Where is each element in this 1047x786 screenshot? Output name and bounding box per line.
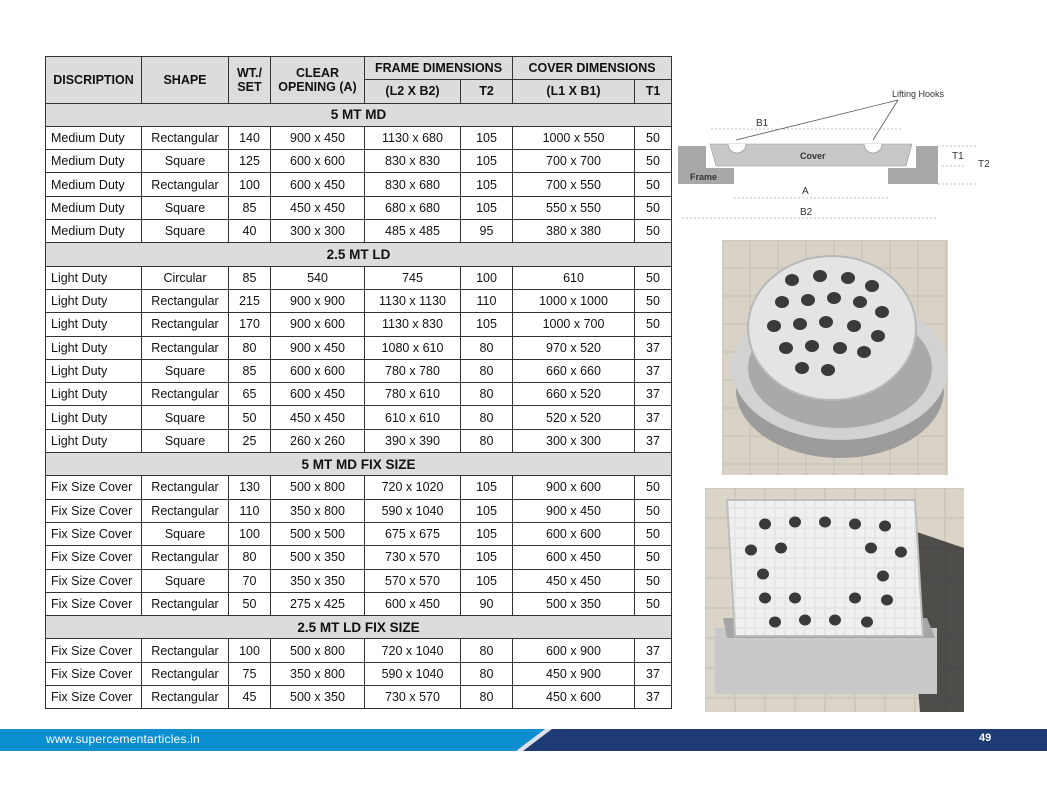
section-header-row (46, 453, 672, 476)
cell-shape: Rectangular (142, 383, 229, 406)
cell-frame-size: 600 x 450 (365, 592, 461, 615)
cell-clear-opening: 500 x 350 (271, 686, 365, 709)
cell-t2: 90 (461, 592, 513, 615)
cell-t1: 50 (635, 569, 672, 592)
cell-shape: Square (142, 150, 229, 173)
header-wt-set: WT./ SET (229, 57, 271, 104)
cell-description: Fix Size Cover (46, 546, 142, 569)
cell-weight: 75 (229, 662, 271, 685)
diagram-label-cover: Cover (800, 151, 826, 161)
cell-t1: 50 (635, 522, 672, 545)
cell-clear-opening: 600 x 450 (271, 173, 365, 196)
cell-weight: 100 (229, 522, 271, 545)
table-row (46, 499, 672, 522)
cell-frame-size: 1130 x 680 (365, 126, 461, 149)
cell-shape: Square (142, 429, 229, 452)
table-row (46, 220, 672, 243)
cell-description: Light Duty (46, 383, 142, 406)
cell-frame-size: 730 x 570 (365, 686, 461, 709)
cell-cover-size: 600 x 900 (513, 639, 635, 662)
footer-website-url[interactable]: www.supercementarticles.in (46, 732, 200, 746)
table-row (46, 359, 672, 382)
cell-shape: Rectangular (142, 289, 229, 312)
cell-cover-size: 550 x 550 (513, 196, 635, 219)
cell-clear-opening: 900 x 600 (271, 313, 365, 336)
cell-t1: 50 (635, 150, 672, 173)
cell-description: Fix Size Cover (46, 639, 142, 662)
cell-t1: 37 (635, 359, 672, 382)
section-title: 5 MT MD (46, 103, 672, 126)
table-row (46, 173, 672, 196)
section-title: 5 MT MD FIX SIZE (46, 453, 672, 476)
cell-shape: Rectangular (142, 686, 229, 709)
cell-shape: Rectangular (142, 476, 229, 499)
diagram-label-frame: Frame (690, 172, 718, 182)
cell-t1: 37 (635, 662, 672, 685)
cell-frame-size: 720 x 1040 (365, 639, 461, 662)
cell-t2: 80 (461, 686, 513, 709)
cell-description: Light Duty (46, 429, 142, 452)
table-row (46, 126, 672, 149)
header-discription: DISCRIPTION (46, 57, 142, 104)
diagram-label-b2: B2 (800, 207, 813, 218)
cell-t1: 37 (635, 336, 672, 359)
cell-cover-size: 380 x 380 (513, 220, 635, 243)
cell-cover-size: 970 x 520 (513, 336, 635, 359)
cell-description: Fix Size Cover (46, 522, 142, 545)
cell-weight: 170 (229, 313, 271, 336)
cell-t2: 80 (461, 359, 513, 382)
header-t1: T1 (635, 80, 672, 103)
cell-clear-opening: 300 x 300 (271, 220, 365, 243)
cell-cover-size: 700 x 550 (513, 173, 635, 196)
cell-clear-opening: 600 x 600 (271, 359, 365, 382)
cell-clear-opening: 540 (271, 266, 365, 289)
cell-cover-size: 600 x 600 (513, 522, 635, 545)
round-manhole-cover-photo (722, 240, 948, 475)
table-row (46, 150, 672, 173)
table-row (46, 196, 672, 219)
cell-weight: 215 (229, 289, 271, 312)
cell-description: Medium Duty (46, 220, 142, 243)
cell-description: Medium Duty (46, 196, 142, 219)
cell-cover-size: 660 x 660 (513, 359, 635, 382)
cell-description: Light Duty (46, 289, 142, 312)
cell-t1: 50 (635, 266, 672, 289)
cell-t1: 37 (635, 429, 672, 452)
cell-frame-size: 390 x 390 (365, 429, 461, 452)
cell-shape: Square (142, 359, 229, 382)
cell-clear-opening: 450 x 450 (271, 196, 365, 219)
cell-cover-size: 600 x 450 (513, 546, 635, 569)
cell-t1: 50 (635, 546, 672, 569)
cell-description: Light Duty (46, 336, 142, 359)
cell-clear-opening: 450 x 450 (271, 406, 365, 429)
cell-t2: 100 (461, 266, 513, 289)
cell-cover-size: 1000 x 550 (513, 126, 635, 149)
cell-description: Fix Size Cover (46, 662, 142, 685)
cell-frame-size: 780 x 610 (365, 383, 461, 406)
table-row (46, 662, 672, 685)
table-body (46, 103, 672, 709)
section-header-row (46, 103, 672, 126)
header-frame-dimensions: FRAME DIMENSIONS (365, 57, 513, 80)
cell-description: Light Duty (46, 406, 142, 429)
cell-frame-size: 830 x 680 (365, 173, 461, 196)
cell-weight: 85 (229, 266, 271, 289)
cell-shape: Rectangular (142, 592, 229, 615)
cell-cover-size: 500 x 350 (513, 592, 635, 615)
diagram-label-t1: T1 (952, 151, 964, 162)
cell-weight: 85 (229, 196, 271, 219)
table-row (46, 522, 672, 545)
cell-weight: 110 (229, 499, 271, 522)
cell-clear-opening: 900 x 900 (271, 289, 365, 312)
lifting-hook-pointer (873, 100, 898, 140)
cell-cover-size: 450 x 600 (513, 686, 635, 709)
cell-t2: 80 (461, 383, 513, 406)
table-row (46, 569, 672, 592)
cell-description: Fix Size Cover (46, 686, 142, 709)
table-row (46, 429, 672, 452)
section-title: 2.5 MT LD FIX SIZE (46, 616, 672, 639)
section-header-row (46, 616, 672, 639)
cell-description: Medium Duty (46, 173, 142, 196)
cell-weight: 130 (229, 476, 271, 499)
cell-cover-size: 900 x 450 (513, 499, 635, 522)
cell-weight: 25 (229, 429, 271, 452)
cell-weight: 50 (229, 406, 271, 429)
cell-cover-size: 450 x 450 (513, 569, 635, 592)
cell-clear-opening: 500 x 800 (271, 639, 365, 662)
cell-description: Light Duty (46, 313, 142, 336)
cell-description: Medium Duty (46, 126, 142, 149)
cell-t1: 50 (635, 476, 672, 499)
cell-frame-size: 780 x 780 (365, 359, 461, 382)
cell-weight: 100 (229, 173, 271, 196)
table-row (46, 592, 672, 615)
cell-t1: 50 (635, 592, 672, 615)
cell-cover-size: 300 x 300 (513, 429, 635, 452)
cell-frame-size: 570 x 570 (365, 569, 461, 592)
cell-description: Fix Size Cover (46, 592, 142, 615)
cell-description: Fix Size Cover (46, 569, 142, 592)
table-row (46, 476, 672, 499)
cell-shape: Rectangular (142, 546, 229, 569)
cell-t2: 105 (461, 476, 513, 499)
cell-frame-size: 1130 x 830 (365, 313, 461, 336)
cell-t1: 50 (635, 196, 672, 219)
square-manhole-cover-photo (705, 488, 964, 712)
diagram-label-a: A (802, 186, 809, 197)
cell-description: Light Duty (46, 359, 142, 382)
cell-clear-opening: 600 x 600 (271, 150, 365, 173)
cell-t2: 105 (461, 126, 513, 149)
cell-shape: Square (142, 406, 229, 429)
cell-shape: Rectangular (142, 336, 229, 359)
cell-cover-size: 450 x 900 (513, 662, 635, 685)
cell-t2: 105 (461, 499, 513, 522)
cell-t1: 37 (635, 639, 672, 662)
cell-clear-opening: 260 x 260 (271, 429, 365, 452)
cell-weight: 65 (229, 383, 271, 406)
diagram-label-lifting-hooks: Lifting Hooks (892, 89, 945, 99)
cell-t1: 50 (635, 126, 672, 149)
cell-frame-size: 610 x 610 (365, 406, 461, 429)
cell-frame-size: 590 x 1040 (365, 499, 461, 522)
cell-description: Light Duty (46, 266, 142, 289)
specification-table (45, 56, 672, 709)
cell-cover-size: 660 x 520 (513, 383, 635, 406)
table-row (46, 266, 672, 289)
cell-description: Fix Size Cover (46, 499, 142, 522)
table-row (46, 406, 672, 429)
cell-shape: Square (142, 220, 229, 243)
cell-weight: 50 (229, 592, 271, 615)
cell-t2: 110 (461, 289, 513, 312)
cell-clear-opening: 350 x 350 (271, 569, 365, 592)
cell-weight: 70 (229, 569, 271, 592)
cell-frame-size: 745 (365, 266, 461, 289)
cell-frame-size: 720 x 1020 (365, 476, 461, 499)
cell-shape: Rectangular (142, 499, 229, 522)
cell-frame-size: 830 x 830 (365, 150, 461, 173)
cell-description: Fix Size Cover (46, 476, 142, 499)
header-t2: T2 (461, 80, 513, 103)
cell-shape: Rectangular (142, 173, 229, 196)
cell-cover-size: 900 x 600 (513, 476, 635, 499)
cell-t2: 80 (461, 662, 513, 685)
cell-frame-size: 730 x 570 (365, 546, 461, 569)
cell-cover-size: 700 x 700 (513, 150, 635, 173)
cell-shape: Circular (142, 266, 229, 289)
header-shape: SHAPE (142, 57, 229, 104)
section-title: 2.5 MT LD (46, 243, 672, 266)
cell-t2: 95 (461, 220, 513, 243)
cell-description: Medium Duty (46, 150, 142, 173)
cell-t2: 105 (461, 569, 513, 592)
page-number: 49 (979, 732, 992, 744)
cell-shape: Rectangular (142, 126, 229, 149)
table-row (46, 336, 672, 359)
table-row (46, 686, 672, 709)
diagram-label-t2: T2 (978, 159, 990, 170)
cell-shape: Rectangular (142, 662, 229, 685)
cell-clear-opening: 900 x 450 (271, 126, 365, 149)
cell-frame-size: 1130 x 1130 (365, 289, 461, 312)
cell-frame-size: 485 x 485 (365, 220, 461, 243)
cell-cover-size: 1000 x 700 (513, 313, 635, 336)
cell-clear-opening: 500 x 500 (271, 522, 365, 545)
cell-t2: 105 (461, 313, 513, 336)
cell-t2: 105 (461, 546, 513, 569)
cell-clear-opening: 500 x 350 (271, 546, 365, 569)
header-frame-size: (L2 X B2) (365, 80, 461, 103)
table-row (46, 289, 672, 312)
cell-shape: Square (142, 522, 229, 545)
cell-frame-size: 680 x 680 (365, 196, 461, 219)
cell-t1: 50 (635, 289, 672, 312)
cell-cover-size: 1000 x 1000 (513, 289, 635, 312)
cell-t1: 37 (635, 383, 672, 406)
cell-clear-opening: 900 x 450 (271, 336, 365, 359)
cell-t2: 80 (461, 639, 513, 662)
cell-weight: 80 (229, 336, 271, 359)
cell-clear-opening: 500 x 800 (271, 476, 365, 499)
table-row (46, 313, 672, 336)
cell-t1: 50 (635, 313, 672, 336)
cell-shape: Rectangular (142, 639, 229, 662)
table-row (46, 383, 672, 406)
cell-weight: 140 (229, 126, 271, 149)
cell-t2: 105 (461, 522, 513, 545)
cell-shape: Square (142, 569, 229, 592)
cell-t1: 37 (635, 406, 672, 429)
cell-clear-opening: 600 x 450 (271, 383, 365, 406)
cell-clear-opening: 350 x 800 (271, 499, 365, 522)
cell-t1: 50 (635, 220, 672, 243)
cell-weight: 80 (229, 546, 271, 569)
header-cover-size: (L1 X B1) (513, 80, 635, 103)
cell-weight: 125 (229, 150, 271, 173)
cell-frame-size: 1080 x 610 (365, 336, 461, 359)
cell-shape: Square (142, 196, 229, 219)
table-row (46, 639, 672, 662)
header-clear-opening: CLEAR OPENING (A) (271, 57, 365, 104)
header-cover-dimensions: COVER DIMENSIONS (513, 57, 672, 80)
cell-weight: 40 (229, 220, 271, 243)
cell-t2: 80 (461, 336, 513, 359)
cell-cover-size: 520 x 520 (513, 406, 635, 429)
cell-t1: 50 (635, 499, 672, 522)
cell-clear-opening: 275 x 425 (271, 592, 365, 615)
cell-weight: 85 (229, 359, 271, 382)
cell-cover-size: 610 (513, 266, 635, 289)
cell-frame-size: 590 x 1040 (365, 662, 461, 685)
cell-t1: 50 (635, 173, 672, 196)
cell-t2: 80 (461, 406, 513, 429)
cell-shape: Rectangular (142, 313, 229, 336)
table-row (46, 546, 672, 569)
manhole-cross-section-diagram (676, 84, 996, 226)
cell-t2: 105 (461, 150, 513, 173)
cell-frame-size: 675 x 675 (365, 522, 461, 545)
diagram-label-b1: B1 (756, 118, 769, 129)
cell-clear-opening: 350 x 800 (271, 662, 365, 685)
section-header-row (46, 243, 672, 266)
cell-t2: 105 (461, 196, 513, 219)
cell-t2: 80 (461, 429, 513, 452)
cell-weight: 100 (229, 639, 271, 662)
cell-weight: 45 (229, 686, 271, 709)
cell-t1: 37 (635, 686, 672, 709)
cell-t2: 105 (461, 173, 513, 196)
